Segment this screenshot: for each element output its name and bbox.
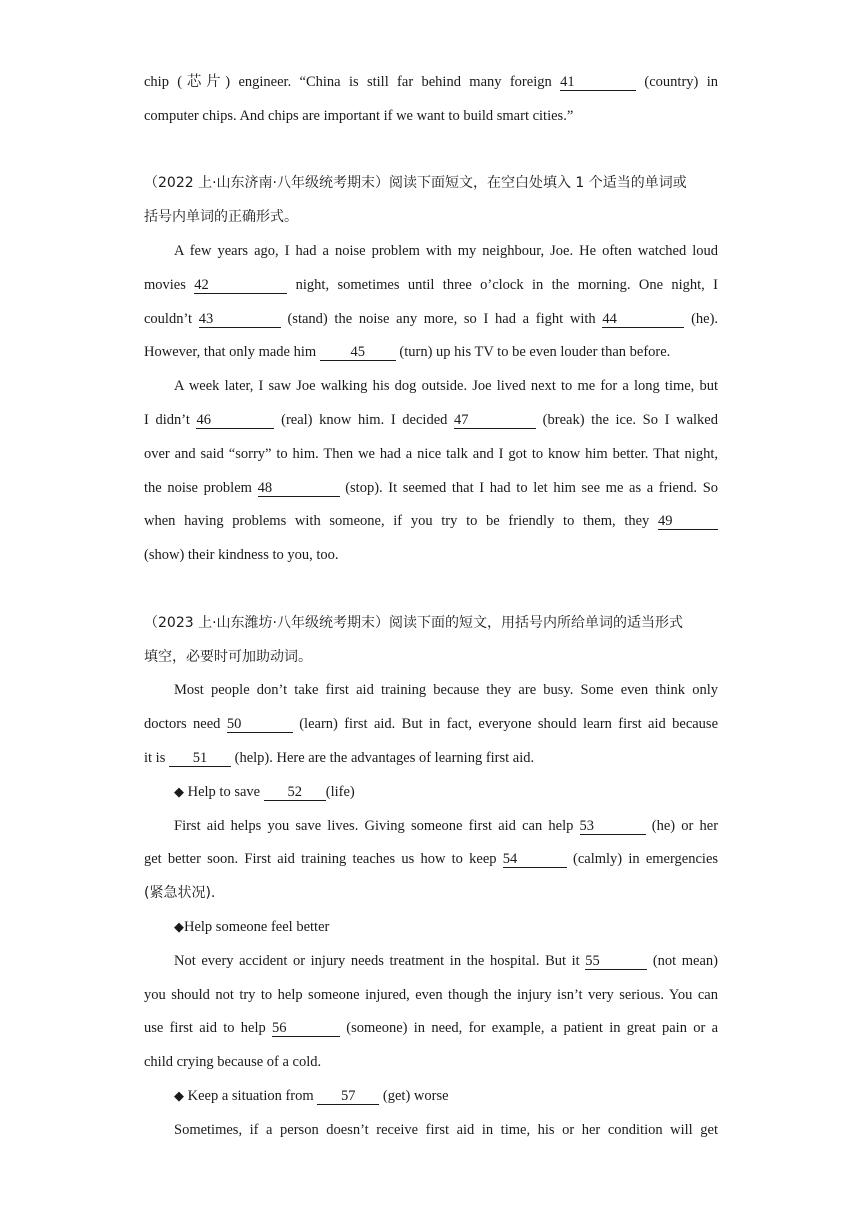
section-instruction: 填空，必要时可加助动词。 [144, 648, 312, 665]
text-segment: it is [144, 749, 166, 766]
text-segment: (country) in [644, 74, 718, 90]
text-segment: Help someone feel better [184, 918, 330, 935]
answer-blank[interactable]: 45 [320, 344, 396, 361]
answer-blank[interactable]: 42 [194, 277, 287, 294]
answer-blank[interactable]: 50 [227, 716, 293, 733]
answer-blank[interactable]: 47 [454, 412, 536, 429]
text-segment: the noise problem [144, 479, 252, 496]
text-line [144, 945, 718, 979]
answer-blank[interactable]: 57 [317, 1088, 379, 1105]
text-segment: (he). [691, 310, 719, 327]
text-segment: night, sometimes until three o’clock in the morning. One night, I [295, 276, 719, 293]
text-line: (show) their kindness to you, too. [144, 547, 339, 564]
text-segment: Not every accident or injury needs treatment in the hospital. But it [174, 952, 580, 969]
diamond-bullet-icon: ◆ [174, 784, 184, 800]
text-line: over and said “sorry” to him. Then we had a nice talk and I got to know him better. That night, [144, 445, 718, 462]
text-line [144, 911, 718, 945]
text-segment: However, that only made him [144, 344, 317, 361]
diamond-bullet-icon: ◆ [174, 1088, 184, 1104]
section-instruction: （2023 上·山东潍坊·八年级统考期末）阅读下面的短文，用括号内所给单词的适当形式 [144, 614, 683, 631]
text-line [144, 742, 718, 776]
text-segment: get better soon. First aid training teaches us how to keep [144, 851, 497, 868]
text-segment: I didn’t [144, 411, 190, 428]
text-segment: (he) or her [651, 817, 719, 834]
document-page [144, 66, 718, 1148]
text-segment: (real) know him. I decided [281, 411, 448, 428]
text-segment: (not mean) [652, 952, 719, 969]
text-line [144, 472, 718, 506]
text-line [144, 66, 718, 100]
text-line [144, 1080, 718, 1114]
section-instruction: 括号内单词的正确形式。 [144, 209, 298, 226]
text-line [144, 404, 718, 438]
text-line [144, 708, 718, 742]
section-instruction: （2022 上·山东济南·八年级统考期末）阅读下面短文，在空白处填入 1 个适当的单词或 [144, 175, 687, 192]
text-line: (紧急状况). [144, 885, 216, 902]
answer-blank[interactable]: 55 [585, 953, 647, 970]
text-segment: use first aid to help [144, 1020, 266, 1037]
text-segment: (life) [325, 783, 355, 800]
text-line [144, 505, 718, 539]
text-segment: Keep a situation from [187, 1087, 314, 1104]
text-line: Sometimes, if a person doesn’t receive first aid in time, his or her condition will get [174, 1121, 718, 1138]
text-line [144, 336, 718, 370]
text-line: A few years ago, I had a noise problem with my neighbour, Joe. He often watched loud [174, 242, 718, 259]
answer-blank[interactable]: 44 [602, 311, 684, 328]
text-line [144, 843, 718, 877]
text-segment: (learn) first aid. But in fact, everyone should learn first aid because [299, 716, 719, 733]
answer-blank[interactable]: 48 [258, 480, 340, 497]
text-segment: when having problems with someone, if you try to be friendly to them, they [144, 513, 650, 530]
text-segment: (calmly) in emergencies [573, 851, 719, 868]
text-segment: First aid helps you save lives. Giving someone first aid can help [174, 817, 574, 834]
text-line [144, 810, 718, 844]
text-segment: (stop). It seemed that I had to let him see me as a friend. So [345, 479, 719, 496]
text-line [144, 1012, 718, 1046]
answer-blank[interactable]: 46 [196, 412, 274, 429]
text-segment: (help). Here are the advantages of learning first aid. [234, 749, 535, 766]
text-segment: (get) worse [382, 1087, 449, 1104]
answer-blank[interactable]: 54 [503, 851, 567, 868]
text-segment: (stand) the noise any more, so I had a fight with [287, 310, 596, 327]
text-segment: (break) the ice. So I walked [542, 411, 718, 428]
text-segment: Help to save [187, 783, 261, 800]
text-line [144, 776, 718, 810]
text-segment: doctors need [144, 716, 221, 733]
answer-blank[interactable]: 51 [169, 750, 231, 767]
text-line [144, 303, 718, 337]
text-segment: movies [144, 276, 186, 293]
text-segment: couldn’t [144, 310, 193, 327]
answer-blank[interactable]: 56 [272, 1020, 340, 1037]
diamond-bullet-icon: ◆ [174, 919, 184, 935]
answer-blank[interactable]: 41 [560, 74, 636, 91]
answer-blank[interactable]: 52 [264, 784, 326, 801]
text-line: Most people don’t take first aid training because they are busy. Some even think only [174, 682, 718, 699]
text-line: A week later, I saw Joe walking his dog outside. Joe lived next to me for a long time, but [174, 378, 718, 395]
answer-blank[interactable]: 53 [580, 818, 646, 835]
text-segment: (someone) in need, for example, a patient in great pain or a [346, 1020, 719, 1037]
text-line: child crying because of a cold. [144, 1054, 322, 1071]
answer-blank[interactable]: 49 [658, 513, 718, 530]
answer-blank[interactable]: 43 [199, 311, 281, 328]
text-line: computer chips. And chips are important if we want to build smart cities.” [144, 107, 574, 124]
text-line [144, 269, 718, 303]
text-line: you should not try to help someone injured, even though the injury isn’t very serious. You can [144, 986, 718, 1003]
text-segment: (turn) up his TV to be even louder than before. [399, 344, 671, 361]
text-segment: chip (芯片) engineer. “China is still far behind many foreign [144, 74, 552, 90]
